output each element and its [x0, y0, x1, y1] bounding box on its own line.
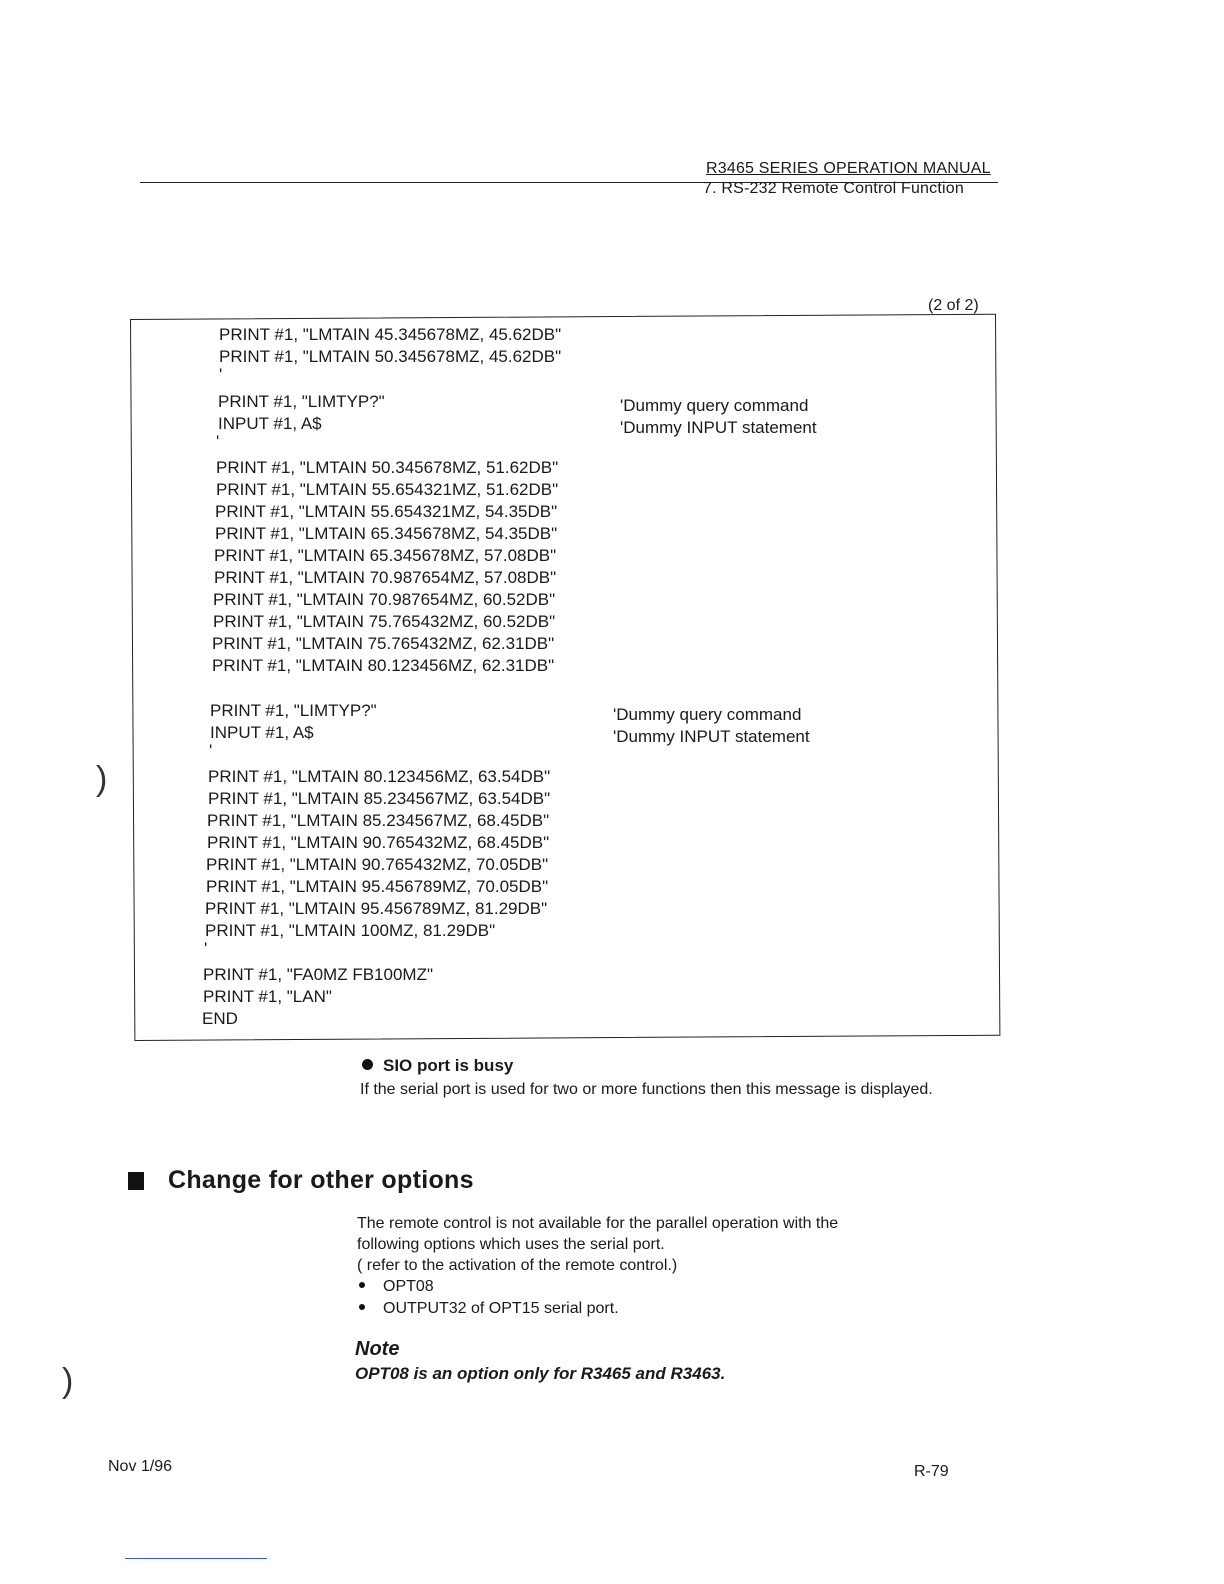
- code-line: ': [204, 939, 208, 958]
- code-line: END: [202, 1009, 238, 1028]
- section-title: Change for other options: [168, 1166, 474, 1194]
- manual-title: R3465 SERIES OPERATION MANUAL: [706, 160, 991, 177]
- sio-busy-title: SIO port is busy: [383, 1056, 514, 1075]
- code-line: PRINT #1, "LMTAIN 100MZ, 81.29DB": [205, 921, 496, 940]
- code-line: PRINT #1, "LIMTYP?": [210, 701, 377, 720]
- section-body: [357, 1213, 957, 1320]
- code-line: PRINT #1, "LMTAIN 65.345678MZ, 57.08DB": [214, 546, 557, 565]
- section-square-icon: [128, 1172, 144, 1194]
- code-line: PRINT #1, "LMTAIN 70.987654MZ, 60.52DB": [213, 590, 556, 609]
- note-text: OPT08 is an option only for R3465 and R3463.: [355, 1364, 726, 1383]
- code-comment: 'Dummy INPUT statement: [620, 418, 817, 437]
- code-line: PRINT #1, "LMTAIN 55.654321MZ, 54.35DB": [215, 502, 558, 521]
- note-title: Note: [355, 1338, 400, 1360]
- chapter-title: 7. RS-232 Remote Control Function: [703, 180, 964, 197]
- code-line: PRINT #1, "LMTAIN 50.345678MZ, 51.62DB": [216, 458, 559, 477]
- code-line: PRINT #1, "LMTAIN 85.234567MZ, 68.45DB": [207, 811, 550, 830]
- bullet-dot-icon: [362, 1059, 373, 1070]
- bullet-icon: [359, 1282, 365, 1288]
- list-item: [357, 1298, 957, 1320]
- binder-hole-mark: ): [96, 760, 108, 798]
- list-item-text: OPT08: [383, 1278, 434, 1295]
- code-comment: 'Dummy query command: [613, 705, 802, 724]
- code-line: PRINT #1, "LIMTYP?": [218, 392, 385, 411]
- para-line: ( refer to the activation of the remote control.): [357, 1257, 678, 1274]
- footer-date: Nov 1/96: [108, 1458, 173, 1475]
- code-line: INPUT #1, A$: [210, 723, 314, 742]
- para-line: The remote control is not available for the parallel operation with the: [357, 1215, 839, 1232]
- binder-hole-mark: ): [62, 1362, 74, 1400]
- code-line: PRINT #1, "LMTAIN 75.765432MZ, 62.31DB": [212, 634, 555, 653]
- para-line: following options which uses the serial port.: [357, 1236, 665, 1253]
- code-line: PRINT #1, "LMTAIN 65.345678MZ, 54.35DB": [215, 524, 558, 543]
- code-line: PRINT #1, "LMTAIN 70.987654MZ, 57.08DB": [214, 568, 557, 587]
- code-line: PRINT #1, "LMTAIN 95.456789MZ, 70.05DB": [206, 877, 549, 896]
- code-line: INPUT #1, A$: [218, 414, 322, 433]
- list-item-text: OUTPUT32 of OPT15 serial port.: [383, 1300, 619, 1317]
- code-line: PRINT #1, "LMTAIN 90.765432MZ, 70.05DB": [206, 855, 549, 874]
- code-line: PRINT #1, "LMTAIN 95.456789MZ, 81.29DB": [205, 899, 548, 918]
- sio-busy-description: If the serial port is used for two or more functions then this message is displayed.: [360, 1081, 933, 1098]
- code-line: PRINT #1, "LMTAIN 75.765432MZ, 60.52DB": [213, 612, 556, 631]
- code-line: PRINT #1, "FA0MZ FB100MZ": [203, 965, 433, 984]
- code-line: PRINT #1, "LMTAIN 55.654321MZ, 51.62DB": [216, 480, 559, 499]
- code-line: PRINT #1, "LMTAIN 50.345678MZ, 45.62DB": [219, 347, 562, 366]
- footer-page-number: R-79: [914, 1463, 949, 1480]
- part-label: (2 of 2): [928, 297, 979, 314]
- scan-edge-line: [125, 1558, 267, 1559]
- code-line: PRINT #1, "LMTAIN 80.123456MZ, 63.54DB": [208, 767, 551, 786]
- bullet-icon: [359, 1304, 365, 1310]
- code-line: ': [209, 741, 213, 760]
- code-line: PRINT #1, "LMTAIN 80.123456MZ, 62.31DB": [212, 656, 555, 675]
- code-line: PRINT #1, "LAN": [203, 987, 332, 1006]
- code-comment: 'Dummy query command: [620, 396, 809, 415]
- list-item: [357, 1276, 957, 1298]
- code-line: PRINT #1, "LMTAIN 85.234567MZ, 63.54DB": [208, 789, 551, 808]
- code-line: PRINT #1, "LMTAIN 45.345678MZ, 45.62DB": [219, 325, 562, 344]
- code-line: ': [216, 432, 220, 451]
- sio-busy-heading: [362, 1056, 513, 1076]
- code-line: ': [219, 365, 223, 384]
- code-line: PRINT #1, "LMTAIN 90.765432MZ, 68.45DB": [207, 833, 550, 852]
- code-comment: 'Dummy INPUT statement: [613, 727, 810, 746]
